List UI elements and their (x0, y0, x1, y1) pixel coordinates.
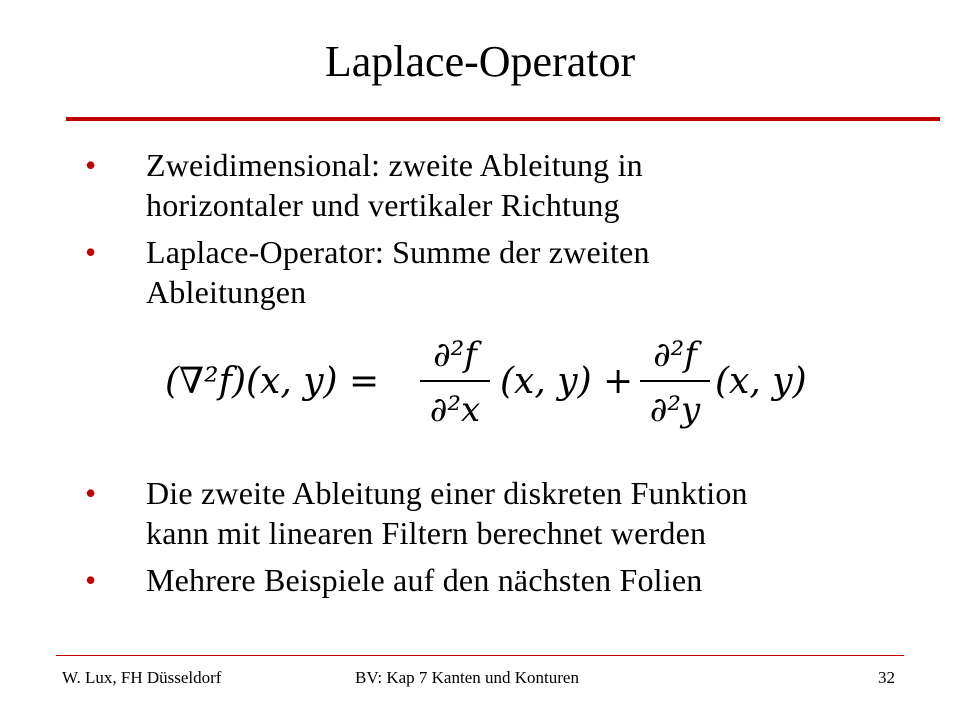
bullet-line: Laplace-Operator: Summe der zweiten (146, 234, 650, 270)
footer-divider (56, 655, 904, 656)
formula-frac1-numerator: ∂²f (433, 335, 477, 375)
formula-frac2-numerator: ∂²f (653, 335, 697, 375)
formula-frac1-denominator: ∂²x (429, 390, 481, 430)
bullet-line: Die zweite Ableitung einer diskreten Funktion (146, 475, 748, 511)
title-underline (66, 117, 940, 121)
bullet-text (146, 145, 866, 225)
bullet-line: Zweidimensional: zweite Ableitung in (146, 147, 643, 183)
footer-author: W. Lux, FH Düsseldorf (62, 668, 222, 687)
formula-middle: (x, y) + (500, 361, 634, 402)
bullet-line: horizontaler und vertikaler Richtung (146, 187, 620, 223)
bullet-icon: • (85, 234, 97, 270)
bullet-text (146, 232, 866, 312)
bullet-icon: • (85, 147, 97, 183)
bullet-line: kann mit linearen Filtern berechnet werden (146, 515, 707, 551)
laplace-formula (165, 328, 815, 438)
bullet-icon: • (85, 562, 97, 598)
footer-course: BV: Kap 7 Kanten und Konturen (355, 668, 579, 687)
footer-page-number: 32 (878, 668, 895, 687)
bullet-text (146, 473, 906, 553)
bullet-line: Ableitungen (146, 274, 307, 310)
formula-tail: (x, y) (715, 361, 807, 402)
bullet-line: Mehrere Beispiele auf den nächsten Folien (146, 562, 703, 598)
bullet-text (146, 560, 866, 600)
slide-title: Laplace-Operator (324, 37, 636, 86)
bullet-icon: • (85, 475, 97, 511)
formula-lhs: (∇²f)(x, y) = (165, 361, 380, 402)
formula-frac2-denominator: ∂²y (649, 390, 701, 430)
